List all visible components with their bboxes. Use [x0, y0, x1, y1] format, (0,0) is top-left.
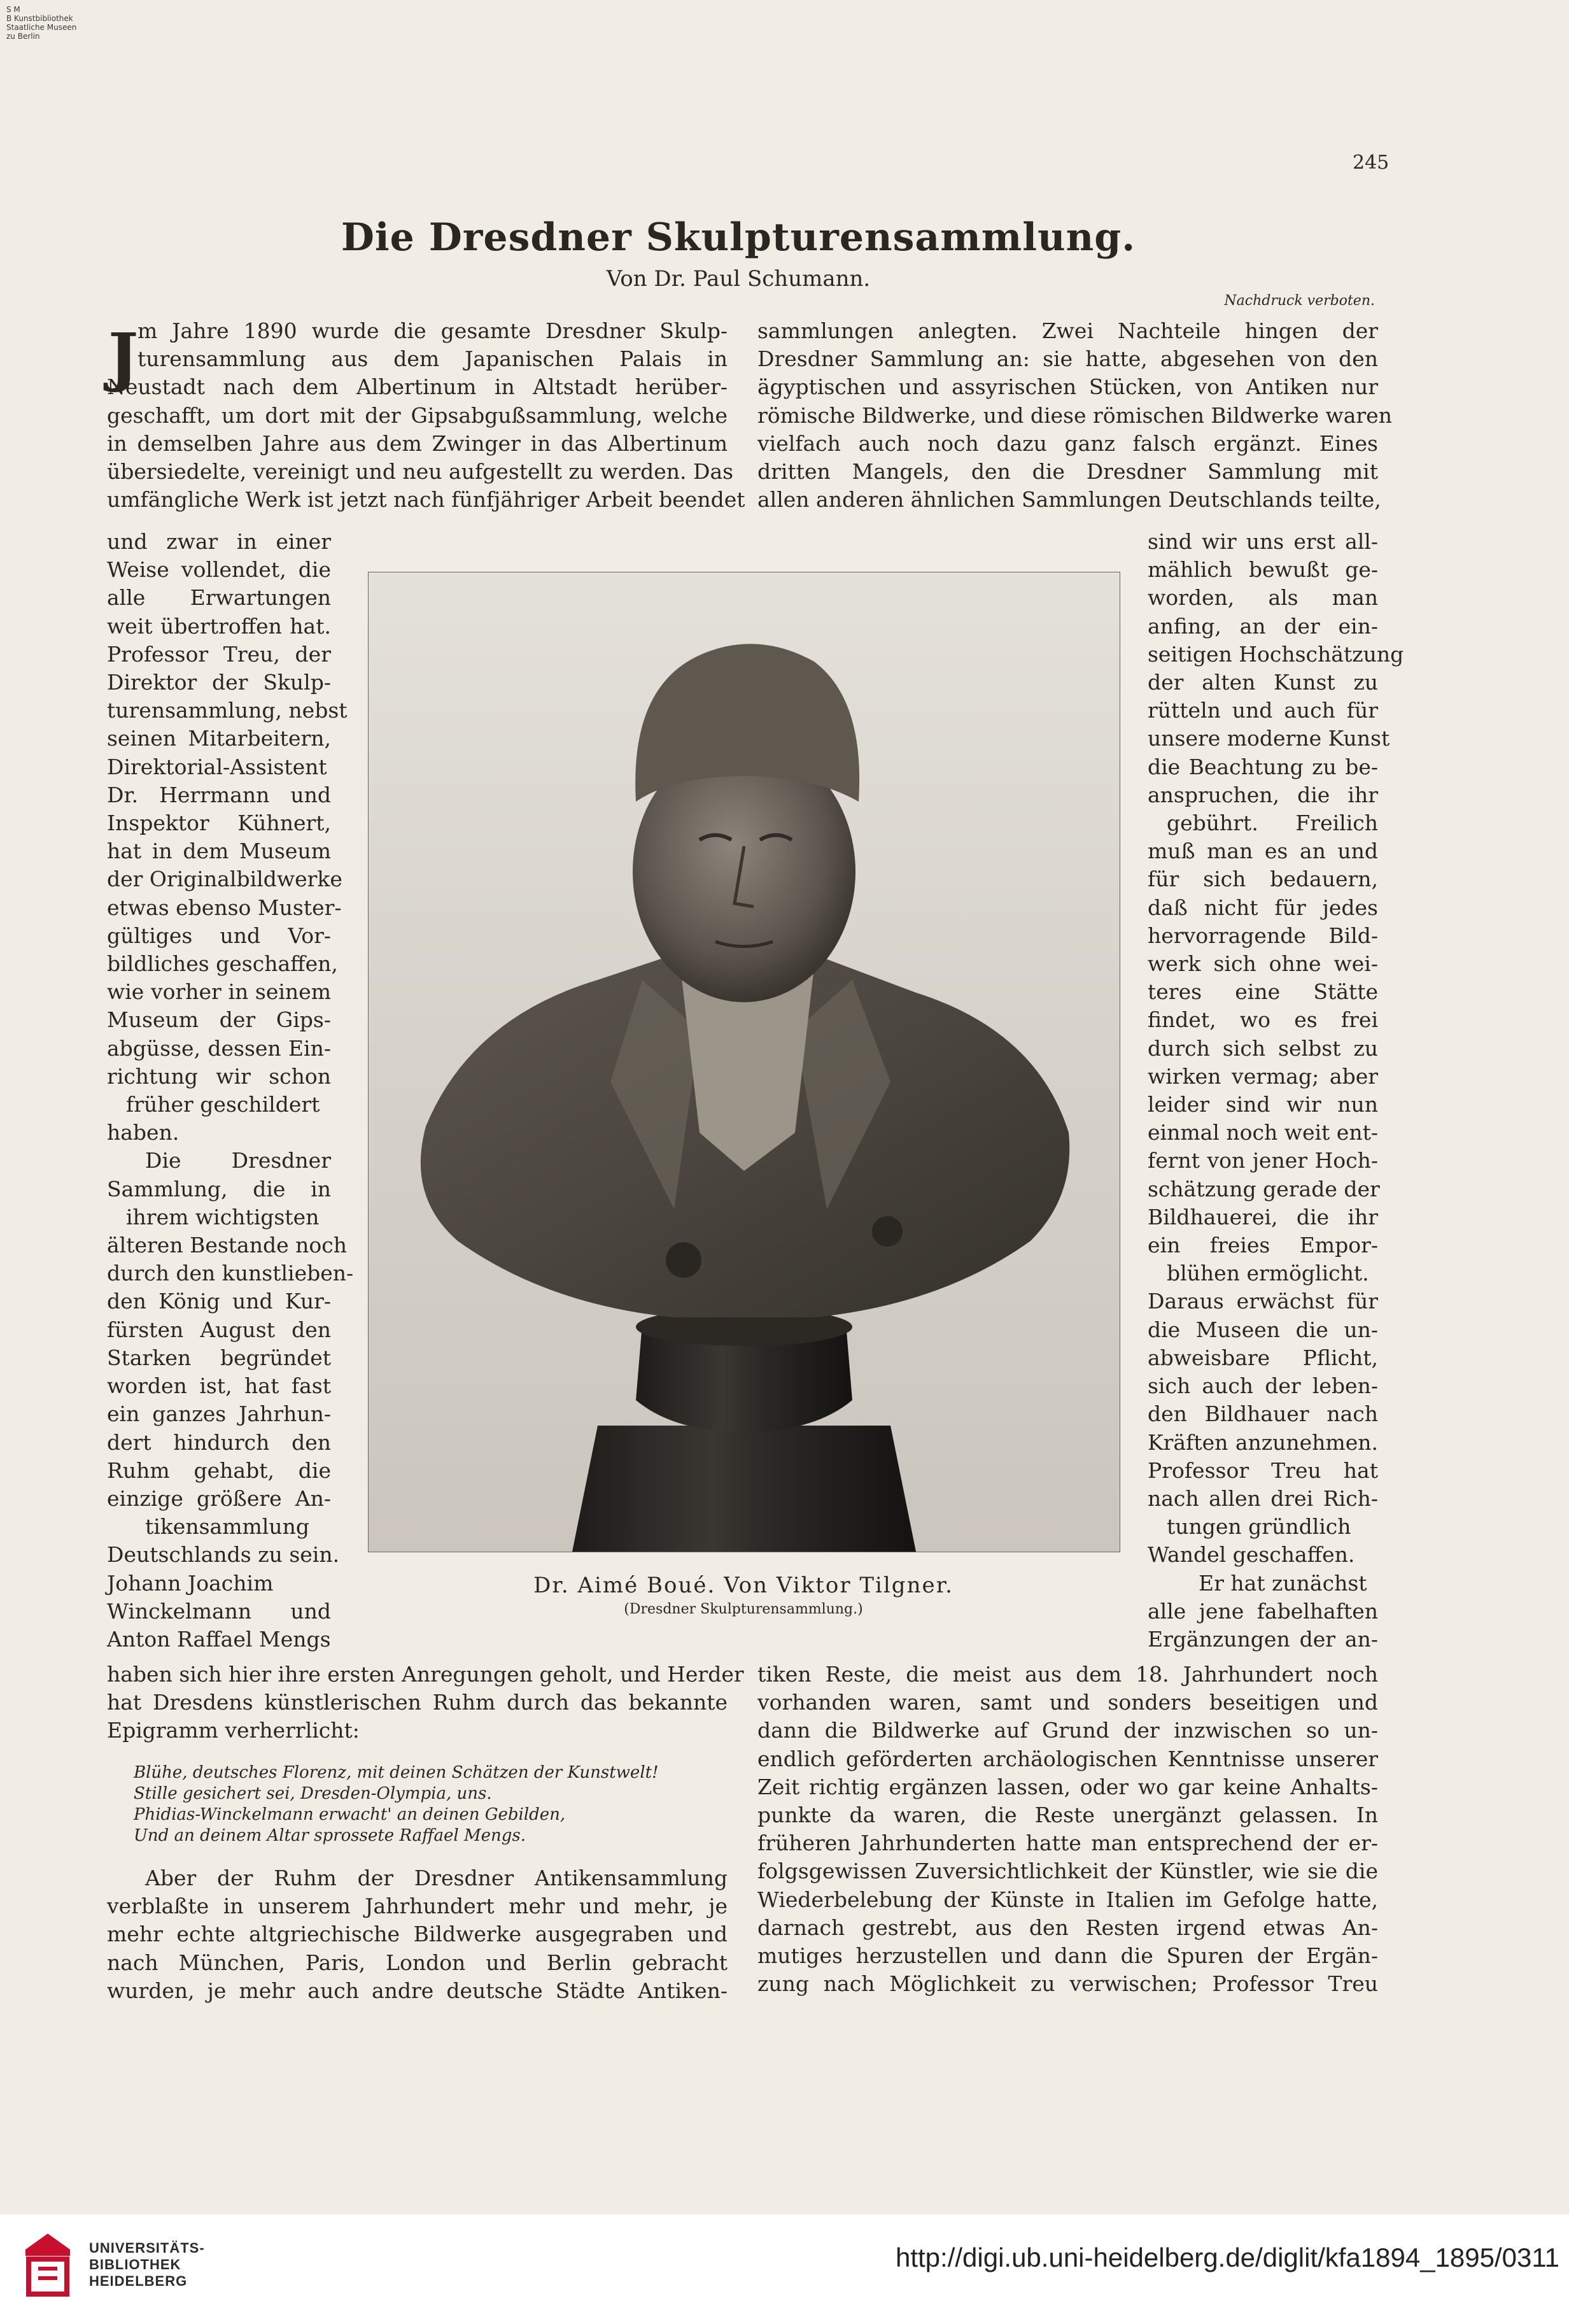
right-column-bottom [757, 1661, 1378, 1998]
bust-illustration [369, 572, 1120, 1552]
text-line: daß nicht für jedes [1148, 895, 1378, 920]
left-column-bottom [107, 1661, 744, 1745]
stamp-line: zu Berlin [6, 32, 40, 41]
text-line: durch den kunstlieben- [107, 1261, 354, 1286]
text-line: bildliches geschaffen, [107, 951, 338, 977]
text-line: nach allen drei Rich- [1148, 1485, 1378, 1511]
coat-button-left [666, 1242, 701, 1278]
text-line: die Museen die un- [1148, 1317, 1378, 1342]
herder-epigram [134, 1762, 732, 1846]
text-line: weit übertroffen hat. [107, 613, 331, 639]
text-line: m Jahre 1890 wurde die gesamte Dresdner Skulp- [137, 318, 728, 343]
university-library-logo-icon [19, 2230, 76, 2300]
text-line: tiken Reste, die meist aus dem 18. Jahrhundert noch [757, 1662, 1378, 1687]
text-line: hat Dresdens künstlerischen Ruhm durch das bekannte [107, 1690, 728, 1715]
library-name-line: HEIDELBERG [89, 2273, 188, 2289]
text-line: fernt von jener Hoch- [1148, 1148, 1378, 1173]
text-line: Direktor der Skulp- [107, 670, 331, 695]
text-line: abweisbare Pflicht, [1148, 1345, 1378, 1370]
text-line: Wiederbelebung der Künste in Italien im Gefolge hatte, [757, 1887, 1378, 1912]
text-line: sich auch der leben- [1148, 1373, 1378, 1399]
text-line: mutiges herzustellen und dann die Spuren der Ergän- [757, 1943, 1378, 1969]
text-line: muß man es an und [1148, 839, 1378, 864]
text-line: früheren Jahrhunderten hatte man entsprechend der er- [757, 1831, 1378, 1856]
text-line: Ruhm gehabt, die [107, 1457, 331, 1483]
library-stamp [6, 5, 115, 41]
text-line: blühen ermöglicht. [1167, 1261, 1369, 1286]
text-line: Direktorial-Assistent [107, 754, 327, 779]
right-column-top [757, 317, 1392, 514]
left-column-narrow [107, 528, 354, 1654]
text-line: anspruchen, die ihr [1148, 782, 1378, 807]
poem-line: Und an deinem Altar sprossete Raffael Mengs. [134, 1826, 526, 1845]
text-line: einmal noch weit ent- [1148, 1120, 1378, 1145]
text-line: Sammlung, die in [107, 1176, 331, 1201]
text-line: worden, als man [1148, 585, 1378, 611]
stamp-line: S M [6, 5, 20, 14]
text-line: früher geschildert [126, 1092, 320, 1117]
text-line: Wandel geschaffen. [1148, 1542, 1355, 1568]
text-line: allen anderen ähnlichen Sammlungen Deutschlands teilte, [757, 487, 1381, 513]
text-line: folgsgewissen Zuversichtlichkeit der Künstler, wie sie die [757, 1859, 1378, 1884]
article-title: Die Dresdner Skulpturensammlung. [341, 215, 1136, 260]
text-line: Ergänzungen der an- [1148, 1626, 1378, 1652]
text-line: vorhanden waren, samt und sonders beseitigen und [757, 1690, 1378, 1715]
text-line: mählich bewußt ge- [1148, 557, 1378, 583]
text-line: turensammlung aus dem Japanischen Palais in [137, 346, 728, 372]
text-line: Zeit richtig ergänzen lassen, oder wo gar keine Anhalts- [757, 1774, 1378, 1799]
library-name-line: BIBLIOTHEK [89, 2257, 181, 2272]
text-line: Professor Treu hat [1148, 1457, 1378, 1483]
pedestal-base [572, 1426, 916, 1552]
text-line: Kräften anzunehmen. [1148, 1429, 1378, 1455]
text-line: wurden, je mehr auch andre deutsche Städte Antiken- [107, 1978, 728, 2003]
text-line: geschafft, um dort mit der Gipsabgußsammlung, welche [107, 402, 728, 428]
left-column-bottom-2 [107, 1864, 728, 2005]
text-line: alle jene fabelhaften [1148, 1598, 1378, 1624]
text-line: sind wir uns erst all- [1148, 529, 1378, 554]
drop-cap: J [108, 319, 139, 394]
text-line: und zwar in einer [107, 529, 331, 554]
text-line: teres eine Stätte [1148, 979, 1378, 1005]
text-line: Die Dresdner [145, 1148, 331, 1173]
text-line: werk sich ohne wei- [1148, 951, 1378, 977]
text-line: Epigramm verherrlicht: [107, 1718, 360, 1743]
text-line: ein freies Empor- [1148, 1233, 1378, 1258]
text-line: die Beachtung zu be- [1148, 754, 1378, 779]
text-line: Er hat zunächst [1199, 1570, 1367, 1596]
text-line: worden ist, hat fast [107, 1373, 331, 1399]
text-line: Museum der Gips- [107, 1007, 331, 1033]
text-line: hervorragende Bild- [1148, 923, 1378, 948]
text-line: Aber der Ruhm der Dresdner Antikensammlung [145, 1866, 728, 1890]
text-line: verblaßte in unserem Jahrhundert mehr und mehr, je [107, 1894, 728, 1919]
library-name [89, 2240, 205, 2290]
text-line: haben sich hier ihre ersten Anregungen geholt, und Herder [107, 1662, 744, 1687]
library-name-line: UNIVERSITÄTS- [89, 2240, 205, 2256]
stamp-line: B Kunstbibliothek [6, 14, 73, 23]
text-line: den Bildhauer nach [1148, 1401, 1378, 1427]
text-line: unsere moderne Kunst [1148, 726, 1390, 751]
text-line: punkte da waren, die Reste unergänzt gelassen. In [757, 1803, 1378, 1828]
text-line: seinen Mitarbeitern, [107, 726, 331, 751]
text-line: wie vorher in seinem [107, 979, 331, 1005]
text-line: endlich geförderten archäologischen Kenntnisse unserer [757, 1746, 1378, 1771]
text-line: abgüsse, dessen Ein- [107, 1035, 331, 1061]
text-line: älteren Bestande noch [107, 1233, 347, 1258]
reprint-notice: Nachdruck verboten. [1224, 293, 1375, 309]
coat-button-right [872, 1216, 903, 1247]
text-line: Neustadt nach dem Albertinum in Altstadt herüber- [107, 374, 728, 400]
text-line: mehr echte altgriechische Bildwerke ausgegraben und [107, 1922, 728, 1947]
text-line: alle Erwartungen [107, 585, 331, 611]
text-line: gültiges und Vor- [107, 923, 331, 948]
text-line: Professor Treu, der [107, 641, 331, 667]
text-line: darnach gestrebt, aus den Resten irgend etwas An- [757, 1915, 1378, 1940]
text-line: in demselben Jahre aus dem Zwinger in das Albertinum [107, 430, 728, 456]
text-line: ein ganzes Jahrhun- [107, 1401, 331, 1427]
text-line: Dresdner Sammlung an: sie hatte, abgesehen von den [757, 346, 1378, 372]
text-line: dert hindurch den [107, 1429, 331, 1455]
text-line: sammlungen anlegten. Zwei Nachteile hingen der [757, 318, 1378, 343]
text-line: vielfach auch noch dazu ganz falsch ergänzt. Eines [757, 430, 1378, 456]
text-line: richtung wir schon [107, 1063, 331, 1089]
figure-caption-source: (Dresdner Skulpturensammlung.) [624, 1601, 863, 1617]
text-line: dann die Bildwerke auf Grund der inzwischen so un- [757, 1718, 1378, 1743]
poem-line: Stille gesichert sei, Dresden-Olympia, uns. [134, 1784, 492, 1803]
text-line: tikensammlung [145, 1514, 309, 1540]
text-line: den König und Kur- [107, 1289, 331, 1314]
text-line: für sich bedauern, [1148, 867, 1378, 892]
text-line: umfängliche Werk ist jetzt nach fünfjähriger Arbeit beendet [107, 487, 745, 513]
text-line: Bildhauerei, die ihr [1148, 1204, 1378, 1229]
text-line: gebührt. Freilich [1167, 811, 1378, 836]
text-line: durch sich selbst zu [1148, 1035, 1378, 1061]
text-line: Daraus erwächst für [1148, 1289, 1378, 1314]
text-line: haben. [107, 1120, 179, 1145]
text-line: turensammlung, nebst [107, 698, 348, 723]
text-line: anfing, an der ein- [1148, 613, 1378, 639]
right-column-narrow [1148, 528, 1404, 1654]
poem-line: Blühe, deutsches Florenz, mit deinen Schätzen der Kunstwelt! [134, 1763, 659, 1782]
digitization-url[interactable]: http://digi.ub.uni-heidelberg.de/diglit/kfa1894_1895/0311 [895, 2243, 1559, 2272]
article-author: Von Dr. Paul Schumann. [606, 266, 871, 292]
text-line: Weise vollendet, die [107, 557, 331, 583]
text-line: findet, wo es frei [1148, 1007, 1378, 1033]
text-line: dritten Mangels, den die Dresdner Sammlung mit [757, 459, 1378, 485]
text-line: Deutschlands zu sein. [107, 1542, 340, 1568]
text-line: tungen gründlich [1167, 1514, 1351, 1540]
text-line: rütteln und auch für [1148, 698, 1378, 723]
text-line: zung nach Möglichkeit zu verwischen; Professor Treu [757, 1971, 1378, 1997]
text-line: römische Bildwerke, und diese römischen Bildwerke waren [757, 402, 1392, 428]
text-line: Starken begründet [107, 1345, 331, 1370]
text-line: etwas ebenso Muster- [107, 895, 342, 920]
poem-line: Phidias-Winckelmann erwacht' an deinen Gebilden, [134, 1805, 566, 1824]
text-line: Johann Joachim [107, 1570, 274, 1596]
figure-caption: Dr. Aimé Boué. Von Viktor Tilgner. [533, 1573, 953, 1598]
text-line: ägyptischen und assyrischen Stücken, von Antiken nur [757, 374, 1378, 400]
stamp-line: Staatliche Museen [6, 23, 77, 32]
text-line: übersiedelte, vereinigt und neu aufgestellt zu werden. Das [107, 459, 734, 485]
page-number: 245 [1353, 152, 1390, 174]
text-line: schätzung gerade der [1148, 1176, 1380, 1201]
text-line: fürsten August den [107, 1317, 331, 1342]
bust-photograph [368, 572, 1120, 1552]
text-line: einzige größere An- [107, 1485, 331, 1511]
text-line: leider sind wir nun [1148, 1092, 1378, 1117]
left-column-top [107, 317, 745, 514]
text-line: Winckelmann und [107, 1598, 331, 1624]
text-line: der Originalbildwerke [107, 867, 342, 892]
text-line: seitigen Hochschätzung [1148, 641, 1404, 667]
text-line: Dr. Herrmann und [107, 782, 331, 807]
text-line: hat in dem Museum [107, 839, 331, 864]
text-line: wirken vermag; aber [1148, 1063, 1378, 1089]
text-line: der alten Kunst zu [1148, 670, 1378, 695]
text-line: Anton Raffael Mengs [107, 1626, 331, 1652]
text-line: nach München, Paris, London und Berlin gebracht [107, 1950, 728, 1975]
text-line: ihrem wichtigsten [126, 1204, 320, 1229]
text-line: Inspektor Kühnert, [107, 811, 331, 836]
